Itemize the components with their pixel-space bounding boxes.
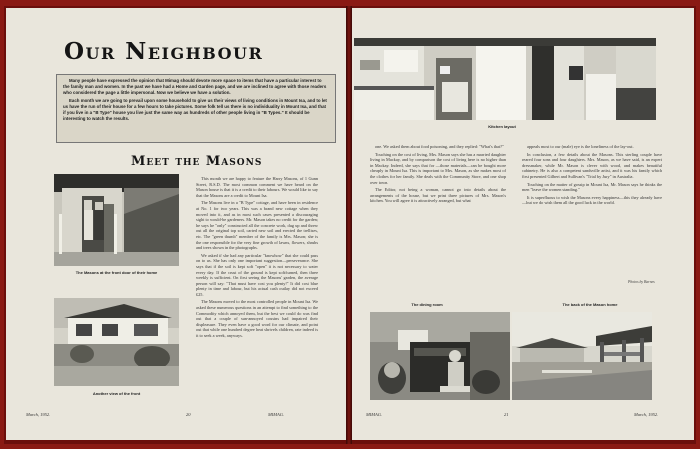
intro-paragraph: Each month we are going to prevail upon some household to give us their views of living conditions in Mount Isa, and to let us have the run of their house for a few hours to take pictures. Some folk tell us there is no individuality in Mount Isa, and that if you live in a "B Type" house you live just the same way as hundreds of other people living in "B Types." It should be interesting to watch the results. [63,98,327,121]
article-column-right [522,144,662,208]
caption-back-of-home: The back of the Mason home [562,302,618,307]
article-paragraph: In conclusion, a few details about the Masons. This sterling couple have reared four sons and four daughters. Mrs. Mason, as we have said, is an expert dressmaker, while Mr. Mason is clever with wood, and makes beautiful cabinetry. He is also a competent sandsville artist, and it was his family which first presented Gilbert and Sullivan's "Trial by Jury" in Australia. [522,151,662,179]
article-paragraph: Touching on the matter of gossip in Mount Isa, Mr. Mason says he thinks the men "leave the women standing." [522,181,662,193]
intro-box [56,74,336,143]
intro-paragraph: Many people have expressed the opinion that Mimag should devote more space to items that have a particular interest to the family man and women. In the past we have had a Home and Garden page, and we are inclined to agree with those readers who considered the page a little impersonal. Now we believe we have a solution. [63,78,327,95]
right-page [352,8,694,440]
page-title: Our Neighbour [64,38,264,65]
page-number: 20 [186,412,191,417]
footer-date: March, 1952. [634,412,659,417]
photo-back-of-home-image [512,312,652,400]
article-paragraph: The Editor, not being a woman, cannot go into details about the arrangements of the house, but we print three pictures of Mrs. Mason's kitchen. You will agree it is attractively arranged, but what [370,187,506,204]
article-column-left [370,144,506,206]
photo-another-view [54,298,179,386]
photo-front-door-image [54,174,179,266]
caption-dining-room: The dining room [411,302,443,307]
article-column [196,176,318,341]
photo-back-of-home [512,312,652,400]
article-paragraph: one. We asked them about food poisoning, and they replied: "What's that?" [375,144,504,149]
left-page [6,8,346,440]
footer-date: March, 1952. [26,412,51,417]
article-paragraph: This month we are happy to feature the Harry Masons, of 1 Gunn Street, R.S.D. The most common comment we have heard on the Mason house is that it is a credit to their labours. We would like to say that the Masons are a credit to Mount Isa. [196,176,318,198]
photo-credit: Photos by Barnes [628,280,655,284]
photo-another-view-image [54,298,179,386]
article-subtitle: Meet the Masons [131,154,263,169]
article-paragraph: appeals most to our (male) eye is the loneliness of the lay-out. [527,144,634,149]
article-paragraph: We asked if she had any particular "knowhow" that she could pass on to us. She has only one important suggestion—perseverance. She says that if the soil is kept soft "open" it is not necessary to water every day. If the crust of the ground is kept soft/turned, then three weekly is sufficient. On first seeing the Masons' garden, the average person will say: "That must have cost you plenty!" It did cost blue plenty in time and labour, but his actual cash outlay did not exceed £25. [196,252,318,297]
magazine-spread [4,6,696,444]
footer-magazine: MIMAG. [268,412,285,417]
caption-another-view: Another view of the front [92,391,141,396]
article-paragraph: It is superfluous to wish the Masons every happiness—this they already have—but we do wish them all the good luck in the world. [522,194,662,206]
photo-dining-room [370,312,510,400]
caption-kitchen: Kitchen layout [488,124,516,129]
photo-kitchen-image [354,38,656,120]
caption-front-door: The Masons at the front door of their home [75,270,158,275]
page-number: 21 [504,412,509,417]
photo-dining-room-image [370,312,510,400]
article-paragraph: The Masons moved to the most controlled people in Mount Isa. We asked these numerous questions in an attempt to find something to the Commodity which annoyed them, but the best we could do was find out that a couple of sun-annoyed cousins had impaired their displeasure. They even have a good word for our climate, and point out that while one hundred degree heat shrivels children, rate indeed is it to seek a week, anyways. [196,299,318,339]
article-paragraph: Touching on the cost of living, Mrs. Mason says she has a married daughter living in Mackay, and by comparison the cost of living here is no higher than in Mackay. Indeed, she says that for —those materials—can be bought more cheaply in Mount Isa. This is important to Mrs. Mason, as she makes most of the clothes for her family. She deals with the Community Store, and one shop over town. [370,151,506,185]
photo-front-door [54,174,179,266]
footer-magazine: MIMAG. [366,412,383,417]
article-paragraph: The Masons live in a "B Type" cottage, and have been in residence at No. 1 for two years. This was a brand new cottage when they moved into it, and as in most such cases presented a discouraging sight to would-be gardeners. Mr. Mason takes no credit for the garden; he says he "only" constructed all the concrete work, dug up and threw out all the original top soil, carted new soil and erected the trellises, etc. The "green thumb" member of the family is Mrs. Mason; she is the one responsible for the very fine growth of lawns, flowers, shrubs and trees shown in the photographs. [196,200,318,251]
photo-kitchen [354,38,656,120]
